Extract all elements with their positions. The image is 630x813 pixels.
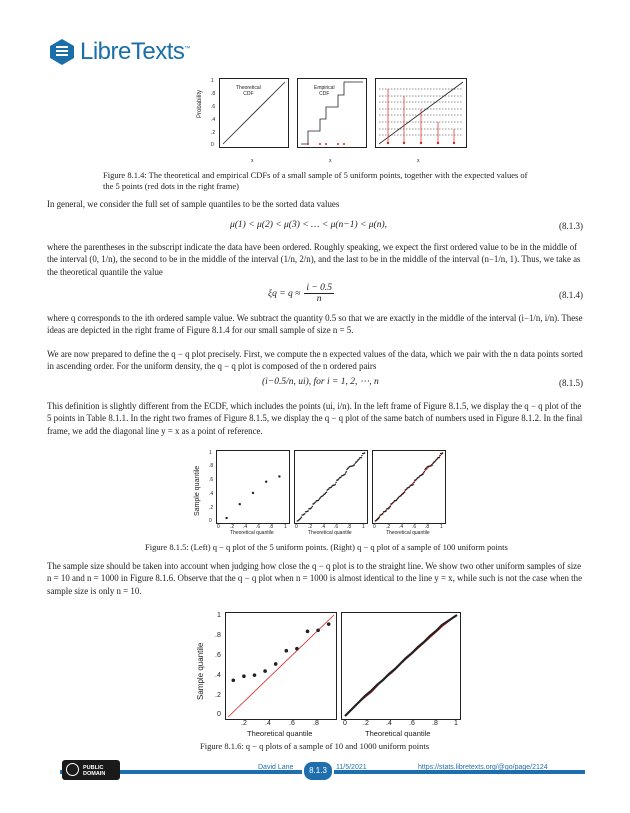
numerator: i − 0.5 bbox=[306, 283, 333, 293]
paragraph: where the parentheses in the subscript indicate the data have been ordered. Roughly speaking, we expect the first ordered value to be in the middle of the interval (0, 1/n), the second to be in the middle of the interval (1/n, 2/n), and the last to be in the middle of the interval (n−1/n, 1). Thus, we take as the theoretical quantile the value bbox=[47, 242, 581, 277]
data-point bbox=[413, 482, 414, 483]
license-label: PUBLIC DOMAIN bbox=[83, 765, 106, 777]
figure-caption: Figure 8.1.4: The theoretical and empirical CDFs of a small sample of 5 uniform points, together with the expected values of the 5 points (red dots in the right frame) bbox=[103, 170, 528, 191]
x-tick: .2 bbox=[386, 524, 391, 530]
data-point bbox=[344, 474, 345, 475]
theoretical-cdf-panel bbox=[219, 78, 289, 148]
footer-date: 11/5/2021 bbox=[336, 764, 367, 771]
equation: (i−0.5/n, ui), for i = 1, 2, ⋯, n bbox=[262, 377, 379, 387]
x-tick: .6 bbox=[289, 720, 295, 727]
x-tick: .2 bbox=[230, 524, 235, 530]
figure-8-1-6 bbox=[195, 612, 465, 738]
footer-author: David Lane bbox=[258, 764, 294, 771]
y-axis-label: Sample quantile bbox=[194, 465, 201, 516]
y-tick: 1 bbox=[217, 612, 221, 619]
figure-caption: Figure 8.1.5: (Left) q − q plot of the 5 uniform points. (Right) q − q plot of a sample of 100 uniform points bbox=[145, 542, 508, 552]
figure-8-1-4 bbox=[197, 78, 465, 168]
equation-lhs: ξq = q ≈ bbox=[268, 288, 301, 299]
x-tick: .2 bbox=[308, 524, 313, 530]
data-point bbox=[326, 491, 327, 492]
data-point bbox=[315, 501, 316, 502]
paragraph: This definition is slightly different from the ECDF, which includes the points (ui, i/n). In the left frame of Figure 8.1.5, we display the q − q plot of the 5 points in Table 8.1.1. In the right two frames of Figure 8.1.5, we display the q − q plot of the same batch of numbers used in Figure 8.1.2. In the final frame, we add the diagonal line y = x as a point of reference. bbox=[47, 401, 583, 436]
y-tick: .2 bbox=[209, 505, 214, 511]
y-tick: .6 bbox=[215, 652, 221, 659]
fraction bbox=[304, 283, 334, 304]
y-tick: .2 bbox=[211, 130, 216, 136]
data-point bbox=[308, 510, 309, 511]
data-point bbox=[278, 475, 280, 477]
qq-plot-n5 bbox=[216, 450, 290, 524]
panel-title: Empirical CDF bbox=[314, 85, 335, 97]
page-number-badge: 8.1.3 bbox=[302, 760, 334, 782]
y-tick: .6 bbox=[209, 477, 214, 483]
qq-plot-n1000-points bbox=[342, 613, 460, 719]
x-tick: .4 bbox=[321, 524, 326, 530]
qq-plot-n100-with-line bbox=[372, 450, 446, 524]
libretexts-logo-icon bbox=[48, 38, 76, 66]
x-axis-label: x bbox=[417, 158, 420, 164]
x-tick: .4 bbox=[386, 720, 392, 727]
data-point bbox=[340, 477, 341, 478]
x-axis-label: Theoretical quantile bbox=[230, 530, 274, 536]
data-point bbox=[354, 464, 355, 465]
x-axis-label: Theoretical quantile bbox=[386, 530, 430, 536]
y-tick: .8 bbox=[209, 463, 214, 469]
x-axis-label: Theoretical quantile bbox=[365, 729, 431, 738]
paragraph: In general, we consider the full set of sample quantiles to be the sorted data values bbox=[47, 199, 340, 209]
data-point bbox=[265, 481, 267, 483]
x-tick: .8 bbox=[432, 720, 438, 727]
x-tick: .4 bbox=[399, 524, 404, 530]
x-axis-label: Theoretical quantile bbox=[247, 729, 313, 738]
equation-number: (8.1.3) bbox=[559, 221, 583, 231]
x-tick: .6 bbox=[256, 524, 261, 530]
license-badge[interactable] bbox=[62, 760, 120, 780]
equation-number: (8.1.4) bbox=[559, 290, 583, 300]
qq-plot-n100 bbox=[294, 450, 368, 524]
data-point bbox=[413, 484, 414, 485]
y-tick: .4 bbox=[215, 672, 221, 679]
y-tick: .4 bbox=[211, 117, 216, 123]
data-point bbox=[361, 455, 362, 456]
x-tick: 1 bbox=[362, 524, 365, 530]
y-tick: 0 bbox=[209, 518, 212, 524]
panel-title: Theoretical CDF bbox=[236, 85, 261, 97]
data-point bbox=[423, 472, 424, 473]
data-point bbox=[311, 507, 312, 508]
x-tick: .6 bbox=[412, 524, 417, 530]
data-point bbox=[424, 469, 425, 470]
libretexts-logo[interactable] bbox=[48, 38, 190, 66]
x-tick: .4 bbox=[243, 524, 248, 530]
data-point bbox=[400, 495, 401, 496]
y-tick: .8 bbox=[215, 632, 221, 639]
data-point bbox=[346, 471, 347, 472]
x-tick: .2 bbox=[363, 720, 369, 727]
data-point bbox=[345, 472, 346, 473]
x-tick: 1 bbox=[440, 524, 443, 530]
y-tick: 0 bbox=[211, 142, 214, 148]
empirical-cdf-panel bbox=[297, 78, 367, 148]
data-point bbox=[382, 513, 383, 514]
y-axis-label: Probability bbox=[197, 89, 203, 118]
x-tick: .6 bbox=[334, 524, 339, 530]
qq-plot-n5-points bbox=[217, 451, 289, 523]
x-tick: 0 bbox=[295, 524, 298, 530]
data-point bbox=[442, 452, 443, 453]
data-point bbox=[390, 506, 391, 507]
qq-plot-n10-points bbox=[226, 613, 336, 719]
x-axis-label: Theoretical quantile bbox=[308, 530, 352, 536]
data-point bbox=[361, 457, 362, 458]
data-point bbox=[437, 458, 438, 459]
data-point bbox=[322, 495, 323, 496]
data-point bbox=[354, 463, 355, 464]
expected-values-plot bbox=[376, 79, 466, 147]
data-point bbox=[393, 501, 394, 502]
figure-8-1-5 bbox=[194, 450, 458, 538]
paragraph: where q corresponds to the ith ordered sample value. We subtract the quantity 0.5 so that we are exactly in the middle of the interval (i−1/n, i/n). These ideas are depicted in the right frame of Figure 8.1.4 for our small sample of size n = 5. bbox=[47, 313, 583, 336]
qq-plot-n100-points bbox=[295, 451, 367, 523]
data-point bbox=[285, 649, 289, 653]
x-tick: .8 bbox=[313, 720, 319, 727]
data-point bbox=[439, 457, 440, 458]
data-point bbox=[242, 674, 246, 678]
x-axis-label: x bbox=[329, 158, 332, 164]
figure-caption: Figure 8.1.6: q − q plots of a sample of 10 and 1000 uniform points bbox=[200, 741, 430, 751]
x-tick: .8 bbox=[425, 524, 430, 530]
x-tick: 0 bbox=[217, 524, 220, 530]
y-tick: 0 bbox=[217, 711, 221, 718]
data-point bbox=[252, 492, 254, 494]
data-point bbox=[439, 455, 440, 456]
footer-url[interactable]: https://stats.libretexts.org/@go/page/2124 bbox=[418, 764, 548, 771]
page-footer bbox=[0, 760, 630, 778]
paragraph: We are now prepared to define the q − q plot precisely. First, we compute the n expected values of the data, which we pair with the n data points sorted in ascending order. For the uniform density, the q − q plot is composed of the n ordered pairs bbox=[47, 349, 583, 372]
data-point bbox=[301, 517, 302, 518]
y-tick: .8 bbox=[211, 91, 216, 97]
x-tick: 0 bbox=[373, 524, 376, 530]
data-point bbox=[253, 673, 257, 677]
x-tick: .6 bbox=[409, 720, 415, 727]
x-tick: .4 bbox=[265, 720, 271, 727]
y-tick: 1 bbox=[209, 450, 212, 456]
data-point bbox=[263, 669, 267, 673]
x-tick: 1 bbox=[284, 524, 287, 530]
data-point bbox=[306, 630, 310, 634]
qq-plot-n100-line bbox=[373, 451, 445, 523]
y-tick: 1 bbox=[211, 78, 214, 84]
expected-values-panel bbox=[375, 78, 467, 148]
denominator: n bbox=[316, 294, 322, 304]
equation-number: (8.1.5) bbox=[559, 378, 583, 388]
data-point bbox=[335, 482, 336, 483]
x-tick: 0 bbox=[343, 720, 347, 727]
paragraph: The sample size should be taken into account when judging how close the q − q plot is to the straight line. We show two other uniform samples of size n = 10 and n = 1000 in Figure 8.1.6. Observe that the q − q plot when n = 1000 is almost identical to the line y = x, while such is not the case when the sample size is only n = 10. bbox=[47, 561, 583, 596]
x-axis-label: x bbox=[251, 158, 254, 164]
data-point bbox=[364, 452, 365, 453]
x-tick: .8 bbox=[347, 524, 352, 530]
data-point bbox=[418, 477, 419, 478]
equation: μ(1) < μ(2) < μ(3) < … < μ(n−1) < μ(n), bbox=[230, 220, 388, 230]
data-point bbox=[318, 500, 319, 501]
data-point bbox=[389, 507, 390, 508]
data-point bbox=[327, 622, 331, 626]
brand-name: LibreTexts™ bbox=[80, 38, 190, 65]
data-point bbox=[274, 662, 278, 666]
y-tick: .2 bbox=[215, 692, 221, 699]
data-point bbox=[304, 513, 305, 514]
x-tick: 1 bbox=[454, 720, 458, 727]
data-point bbox=[359, 458, 360, 459]
data-point bbox=[239, 503, 241, 505]
public-domain-icon bbox=[66, 763, 79, 776]
data-point bbox=[424, 471, 425, 472]
y-tick: .6 bbox=[211, 104, 216, 110]
y-axis-label: Sample quantile bbox=[196, 642, 205, 700]
data-point bbox=[295, 647, 299, 651]
equation bbox=[268, 283, 334, 304]
data-point bbox=[225, 517, 227, 519]
data-point bbox=[346, 469, 347, 470]
data-point bbox=[316, 629, 320, 633]
data-point bbox=[432, 464, 433, 465]
x-tick: .2 bbox=[241, 720, 247, 727]
data-point bbox=[432, 463, 433, 464]
y-tick: .4 bbox=[209, 491, 214, 497]
data-point bbox=[312, 506, 313, 507]
qq-plot-n1000 bbox=[341, 612, 461, 720]
data-point bbox=[396, 500, 397, 501]
data-point bbox=[232, 678, 236, 682]
x-tick: .8 bbox=[269, 524, 274, 530]
qq-plot-n10 bbox=[225, 612, 337, 720]
data-point bbox=[386, 510, 387, 511]
data-point bbox=[335, 484, 336, 485]
data-point bbox=[379, 517, 380, 518]
data-point bbox=[422, 474, 423, 475]
data-point bbox=[404, 491, 405, 492]
